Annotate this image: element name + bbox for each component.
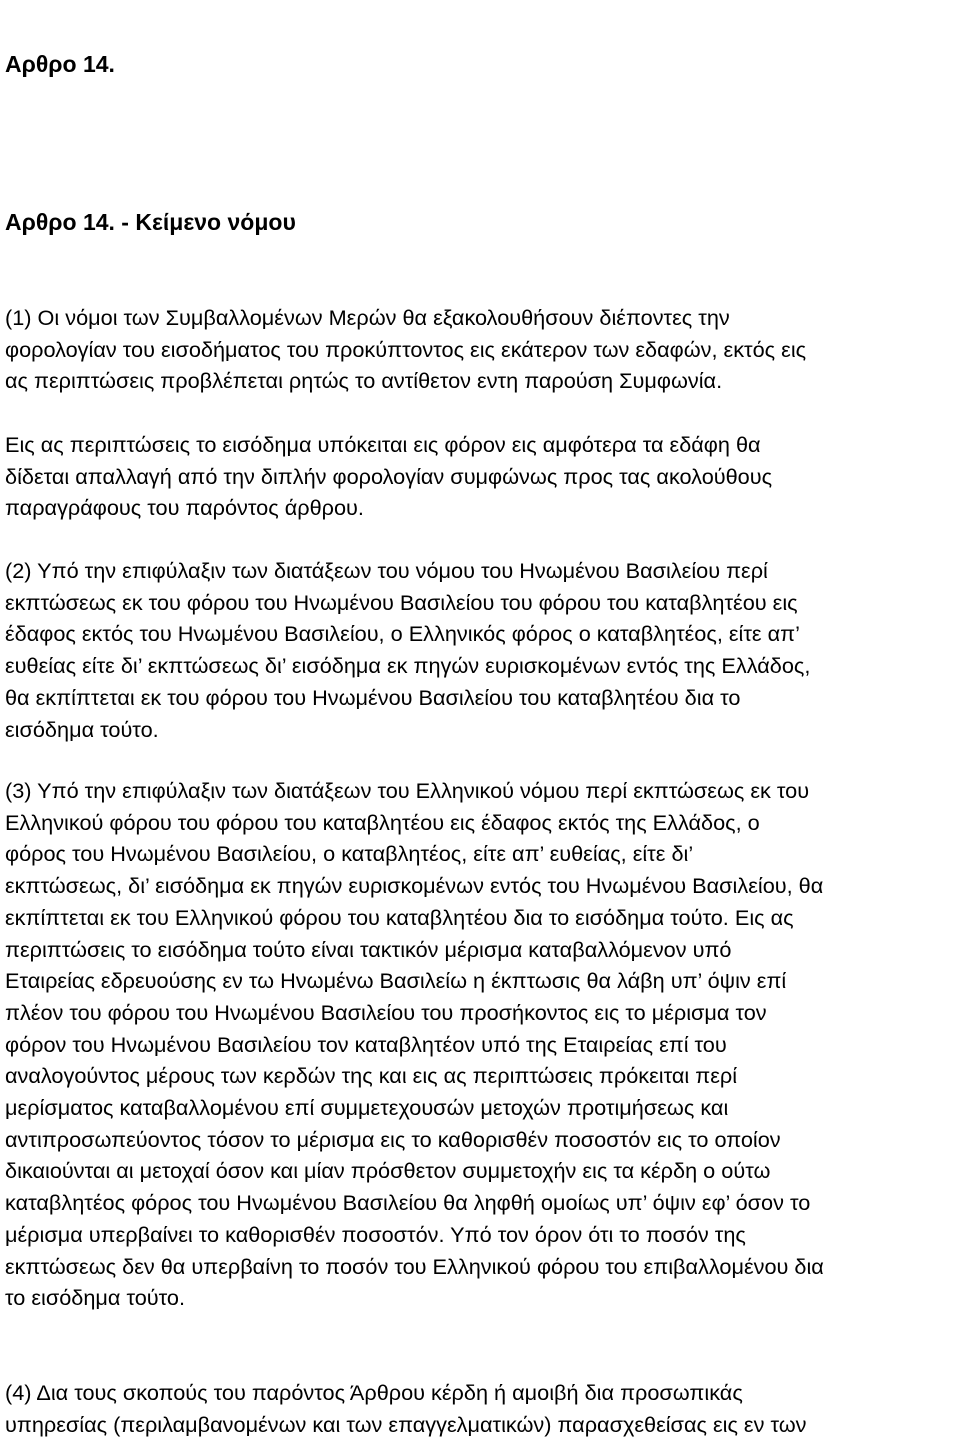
paragraph-line: (1) Οι νόμοι των Συμβαλλομένων Μερών θα εξακολουθήσουν διέποντες την bbox=[5, 305, 730, 330]
paragraph-line: αντιπροσωπεύοντος τόσον το μέρισμα εις το καθορισθέν ποσοστόν εις το οποίον bbox=[5, 1126, 781, 1152]
paragraph-line: Εταιρείας εδρευούσης εν τω Ηνωμένω Βασιλείω η έκπτωσις θα λάβη υπ’ όψιν επί bbox=[5, 968, 787, 994]
paragraph-line: μέρισμα υπερβαίνει το καθορισθέν ποσοστόν. Υπό τον όρον ότι το ποσόν της bbox=[5, 1221, 746, 1247]
paragraph-4 bbox=[5, 775, 824, 1314]
paragraph-line: περιπτώσεις το εισόδημα τούτο είναι τακτικόν μέρισμα καταβαλλόμενον υπό bbox=[5, 936, 732, 962]
paragraph-line: πλέον του φόρου του Ηνωμένου Βασιλείου του προσήκοντος εις το μέρισμα τον bbox=[5, 999, 767, 1025]
paragraph-line: εκπτώσεως, δι’ εισόδημα εκ πηγών ευρισκομένων εντός του Ηνωμένου Βασιλείου, θα bbox=[5, 873, 824, 899]
paragraph-line: (3) Υπό την επιφύλαξιν των διατάξεων του Ελληνικού νόμου περί εκπτώσεως εκ του bbox=[5, 778, 810, 803]
paragraph-line: δικαιούνται αι μετοχαί όσον και μίαν πρόσθετον συμμετοχήν εις τα κέρδη ο ούτω bbox=[5, 1158, 771, 1184]
paragraph-line: δίδεται απαλλαγή από την διπλήν φορολογίαν συμφώνως προς τας ακολούθους bbox=[5, 463, 773, 489]
paragraph-1 bbox=[5, 302, 806, 397]
paragraph-line: παραγράφους του παρόντος άρθρου. bbox=[5, 495, 364, 521]
paragraph-2 bbox=[5, 429, 772, 524]
paragraph-line: Εις ας περιπτώσεις το εισόδημα υπόκειται εις φόρον εις αμφότερα τα εδάφη θα bbox=[5, 432, 761, 457]
paragraph-line: εκπτώσεως εκ του φόρου του Ηνωμένου Βασιλείου του φόρου του καταβλητέου εις bbox=[5, 589, 798, 615]
paragraph-5 bbox=[5, 1377, 807, 1440]
document-subtitle: Αρθρο 14. - Κείμενο νόμου bbox=[5, 209, 296, 235]
paragraph-line: (2) Υπό την επιφύλαξιν των διατάξεων του νόμου του Ηνωμένου Βασιλείου περί bbox=[5, 558, 768, 583]
paragraph-line: (4) Δια τους σκοπούς του παρόντος Άρθρου κέρδη ή αμοιβή δια προσωπικάς bbox=[5, 1380, 743, 1405]
paragraph-line: υπηρεσίας (περιλαμβανομένων και των επαγγελματικών) παρασχεθείσας εις εν των bbox=[5, 1411, 807, 1437]
paragraph-line: ας περιπτώσεις προβλέπεται ρητώς το αντίθετον εντη παρούση Συμφωνία. bbox=[5, 368, 723, 394]
paragraph-line: ευθείας είτε δι’ εκπτώσεως δι’ εισόδημα εκ πηγών ευρισκομένων εντός της Ελλάδος, bbox=[5, 653, 811, 679]
paragraph-line: φόρον του Ηνωμένου Βασιλείου τον καταβλητέον υπό της Εταιρείας επί του bbox=[5, 1031, 727, 1057]
paragraph-line: φορολογίαν του εισοδήματος του προκύπτοντος εις εκάτερον των εδαφών, εκτός εις bbox=[5, 336, 807, 362]
paragraph-line: εκπίπτεται εκ του Ελληνικού φόρου του καταβλητέου δια το εισόδημα τούτο. Εις ας bbox=[5, 904, 794, 930]
paragraph-line: θα εκπίπτεται εκ του φόρου του Ηνωμένου Βασιλείου του καταβλητέου δια το bbox=[5, 684, 741, 710]
paragraph-line: καταβλητέος φόρος του Ηνωμένου Βασιλείου θα ληφθή ομοίως υπ’ όψιν εφ’ όσον το bbox=[5, 1190, 811, 1216]
paragraph-line: εκπτώσεως δεν θα υπερβαίνη το ποσόν του Ελληνικού φόρου του επιβαλλομένου δια bbox=[5, 1253, 824, 1279]
paragraph-line: εισόδημα τούτο. bbox=[5, 716, 159, 742]
paragraph-line: αναλογούντος μέρους των κερδών της και εις ας περιπτώσεις πρόκειται περί bbox=[5, 1063, 738, 1089]
paragraph-line: έδαφος εκτός του Ηνωμένου Βασιλείου, ο Ελληνικός φόρος ο καταβλητέος, είτε απ’ bbox=[5, 621, 800, 647]
paragraph-line: μερίσματος καταβαλλομένου επί συμμετεχουσών μετοχών προτιμήσεως και bbox=[5, 1095, 729, 1121]
paragraph-3 bbox=[5, 555, 810, 745]
paragraph-line: φόρος του Ηνωμένου Βασιλείου, ο καταβλητέος, είτε απ’ ευθείας, είτε δι’ bbox=[5, 841, 694, 867]
paragraph-line: το εισόδημα τούτο. bbox=[5, 1285, 186, 1311]
document-title: Αρθρο 14. bbox=[5, 51, 115, 77]
paragraph-line: Ελληνικού φόρου του φόρου του καταβλητέου εις έδαφος εκτός της Ελλάδος, ο bbox=[5, 809, 760, 835]
